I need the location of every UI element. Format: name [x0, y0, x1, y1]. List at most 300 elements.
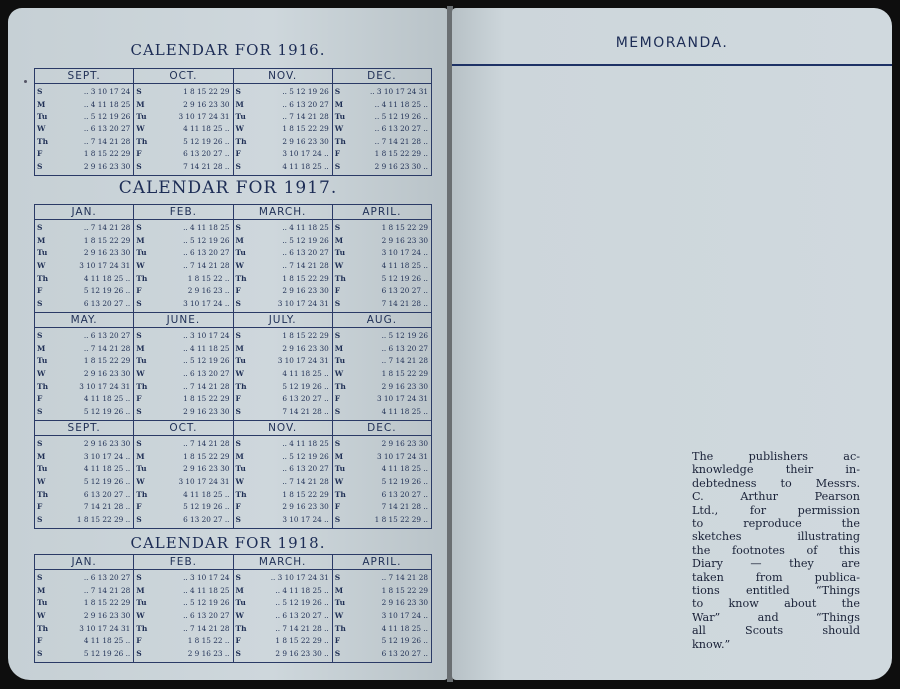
weekday-label: Tu	[136, 112, 147, 122]
day-numbers: 7 14 21 28 ..	[282, 406, 329, 416]
day-numbers: 7 14 21 28 ..	[183, 161, 230, 171]
week-row	[136, 395, 230, 403]
weekday-label: W	[334, 476, 344, 486]
calendar-month	[333, 555, 431, 662]
day-numbers: 3 10 17 24 31	[178, 476, 230, 486]
day-numbers: 1 8 15 22 29	[381, 368, 428, 378]
day-numbers: .. 5 12 19 26	[282, 451, 329, 461]
weekday-label: S	[37, 161, 43, 171]
weekday-label: W	[37, 260, 46, 270]
weekday-label: S	[136, 573, 142, 583]
note-line: all Scouts should	[692, 624, 860, 638]
week-row	[236, 625, 330, 633]
week-row	[236, 383, 330, 391]
day-numbers: .. 3 10 17 24 31	[270, 573, 329, 583]
day-numbers: .. 4 11 18 25	[282, 439, 329, 449]
day-numbers: .. 6 13 20 27	[83, 331, 131, 341]
month-name: MARCH.	[234, 205, 332, 220]
weekday-label: S	[334, 87, 341, 97]
day-numbers: .. 5 12 19 26	[183, 235, 230, 245]
day-numbers: 5 12 19 26 ..	[381, 476, 428, 486]
week-row	[335, 237, 429, 245]
day-numbers: 1 8 15 22 29	[183, 394, 230, 404]
note-line: sketches illustrating	[692, 530, 860, 544]
day-numbers: 4 11 18 25 ..	[183, 489, 230, 499]
month-name: SEPT.	[35, 69, 133, 84]
weekday-label: W	[235, 610, 244, 620]
weekday-label: S	[235, 223, 241, 233]
weekday-label: Th	[235, 136, 247, 146]
weekday-label: F	[37, 286, 43, 296]
week-row	[335, 587, 429, 595]
weekday-label: S	[235, 161, 241, 171]
day-numbers: 6 13 20 27 ..	[83, 489, 131, 499]
month-name: MARCH.	[234, 555, 332, 570]
week-row	[335, 287, 429, 295]
week-row	[335, 113, 429, 121]
week-row	[136, 383, 230, 391]
day-numbers: 2 9 16 23 30 ..	[275, 648, 329, 658]
week-row	[37, 637, 131, 645]
day-numbers: 3 10 17 24 ..	[183, 298, 230, 308]
weekday-label: M	[334, 451, 344, 461]
weekday-label: Th	[37, 489, 49, 499]
month-name: NOV.	[234, 421, 332, 436]
weekday-label: W	[37, 368, 46, 378]
day-numbers: 5 12 19 26 ..	[282, 381, 329, 391]
weekday-label: F	[334, 149, 341, 159]
day-numbers: 2 9 16 23 30	[381, 235, 428, 245]
week-row	[335, 88, 429, 96]
week-row	[37, 125, 131, 133]
week-row	[236, 465, 330, 473]
week-row	[136, 125, 230, 133]
day-numbers: 1 8 15 22 29	[83, 235, 131, 245]
note-line: tions entitled “Things	[692, 584, 860, 598]
week-row	[136, 599, 230, 607]
week-row	[335, 101, 429, 109]
month-name: APRIL.	[333, 555, 431, 570]
day-numbers: 2 9 16 23 30	[83, 439, 131, 449]
week-row	[136, 478, 230, 486]
day-numbers: 2 9 16 23 30	[83, 161, 131, 171]
week-row	[236, 237, 330, 245]
week-row	[335, 357, 429, 365]
week-row	[236, 300, 330, 308]
week-row	[236, 345, 330, 353]
day-numbers: 2 9 16 23 30	[183, 99, 230, 109]
weekday-label: F	[37, 394, 43, 404]
week-row	[136, 503, 230, 511]
weekday-label: Th	[235, 489, 247, 499]
weekday-label: S	[136, 298, 142, 308]
note-line: to reproduce the	[692, 517, 860, 531]
week-row	[136, 113, 230, 121]
week-row	[335, 516, 429, 524]
day-numbers: 6 13 20 27 ..	[183, 149, 230, 159]
weekday-label: M	[136, 235, 145, 245]
month-name: JAN.	[35, 205, 133, 220]
day-numbers: .. 5 12 19 26	[282, 235, 329, 245]
week-row	[335, 300, 429, 308]
weekday-label: Tu	[136, 248, 147, 258]
day-numbers: 5 12 19 26 ..	[381, 636, 428, 646]
week-row	[37, 262, 131, 270]
week-row	[136, 88, 230, 96]
week-row	[236, 332, 330, 340]
week-row	[236, 637, 330, 645]
weekday-label: Tu	[334, 356, 346, 366]
month-name: JULY.	[234, 313, 332, 328]
week-row	[335, 440, 429, 448]
day-numbers: .. 7 14 21 28	[183, 260, 230, 270]
weekday-label: S	[136, 406, 142, 416]
calendar-month	[35, 555, 134, 662]
weekday-label: S	[136, 439, 142, 449]
week-row	[136, 612, 230, 620]
day-numbers: .. 7 14 21 28	[381, 573, 428, 583]
day-numbers: 3 10 17 24 ..	[381, 248, 428, 258]
day-numbers: 5 12 19 26 ..	[83, 476, 131, 486]
weekday-label: S	[136, 331, 142, 341]
month-name: DEC.	[333, 421, 431, 436]
weekday-label: W	[136, 610, 145, 620]
weekday-label: W	[334, 368, 344, 378]
day-numbers: 1 8 15 22 29 ..	[374, 149, 428, 159]
right-page	[452, 8, 892, 680]
note-line: War” and “Things	[692, 610, 860, 624]
day-numbers: .. 5 12 19 26 ..	[275, 598, 329, 608]
weekday-label: Th	[334, 381, 346, 391]
week-row	[37, 453, 131, 461]
weekday-label: S	[334, 161, 341, 171]
day-numbers: .. 3 10 17 24	[183, 331, 230, 341]
day-numbers: .. 4 11 18 25	[183, 585, 230, 595]
week-row	[236, 587, 330, 595]
week-row	[37, 625, 131, 633]
week-row	[136, 150, 230, 158]
calendar-month	[35, 205, 134, 312]
day-numbers: 3 10 17 24 31	[277, 356, 329, 366]
weekday-label: S	[136, 648, 142, 658]
day-numbers: 3 10 17 24 31	[376, 394, 428, 404]
month-days	[134, 84, 232, 175]
weekday-label: S	[334, 223, 341, 233]
day-numbers: 1 8 15 22 29	[282, 273, 329, 283]
weekday-label: F	[334, 502, 341, 512]
weekday-label: F	[136, 286, 142, 296]
weekday-label: S	[37, 648, 43, 658]
day-numbers: 1 8 15 22 29	[83, 598, 131, 608]
weekday-label: Tu	[334, 464, 346, 474]
day-numbers: .. 3 10 17 24	[83, 87, 131, 97]
month-days	[35, 328, 133, 420]
day-numbers: 2 9 16 23 30	[282, 286, 329, 296]
ink-dot	[24, 80, 27, 83]
weekday-label: M	[235, 451, 244, 461]
month-days	[35, 436, 133, 528]
weekday-label: F	[37, 636, 43, 646]
day-numbers: .. 6 13 20 27	[282, 248, 329, 258]
day-numbers: 4 11 18 25 ..	[381, 260, 428, 270]
day-numbers: .. 7 14 21 28	[183, 623, 230, 633]
weekday-label: M	[334, 99, 344, 109]
week-row	[37, 138, 131, 146]
week-row	[335, 637, 429, 645]
day-numbers: .. 6 13 20 27	[83, 124, 131, 134]
day-numbers: 2 9 16 23 30	[282, 343, 329, 353]
weekday-label: Th	[235, 623, 247, 633]
day-numbers: .. 6 13 20 27 ..	[275, 610, 329, 620]
day-numbers: 4 11 18 25 ..	[282, 368, 329, 378]
day-numbers: .. 7 14 21 28 ..	[275, 623, 329, 633]
day-numbers: 2 9 16 23 ..	[187, 286, 230, 296]
week-row	[335, 138, 429, 146]
day-numbers: 1 8 15 22 ..	[187, 636, 230, 646]
weekday-label: Th	[334, 489, 346, 499]
day-numbers: .. 5 12 19 26	[183, 598, 230, 608]
month-name: JAN.	[35, 555, 133, 570]
day-numbers: 4 11 18 25 ..	[183, 124, 230, 134]
week-row	[136, 332, 230, 340]
weekday-label: Tu	[235, 112, 246, 122]
week-row	[236, 125, 330, 133]
calendar-month	[35, 69, 134, 175]
note-line: the footnotes of this	[692, 543, 860, 557]
week-row	[335, 453, 429, 461]
week-row	[37, 599, 131, 607]
day-numbers: 2 9 16 23 30	[381, 381, 428, 391]
week-row	[37, 88, 131, 96]
day-numbers: 5 12 19 26 ..	[83, 406, 131, 416]
week-row	[136, 491, 230, 499]
calendar-1918-block	[34, 554, 432, 663]
week-row	[136, 516, 230, 524]
weekday-label: M	[37, 585, 46, 595]
week-row	[136, 345, 230, 353]
month-days	[234, 84, 332, 175]
weekday-label: M	[334, 585, 344, 595]
month-days	[333, 328, 431, 420]
day-numbers: 2 9 16 23 30	[83, 368, 131, 378]
weekday-label: M	[37, 99, 46, 109]
day-numbers: 1 8 15 22 29	[282, 489, 329, 499]
day-numbers: 3 10 17 24 ..	[282, 149, 329, 159]
day-numbers: 6 13 20 27 ..	[381, 648, 428, 658]
weekday-label: Tu	[334, 112, 346, 122]
weekday-label: W	[136, 368, 145, 378]
weekday-label: M	[37, 235, 46, 245]
day-numbers: .. 4 11 18 25 ..	[275, 585, 329, 595]
week-row	[236, 287, 330, 295]
weekday-label: Tu	[37, 356, 48, 366]
weekday-label: W	[334, 124, 344, 134]
day-numbers: .. 4 11 18 25	[282, 223, 329, 233]
weekday-label: S	[136, 223, 142, 233]
weekday-label: Tu	[136, 356, 147, 366]
weekday-label: M	[334, 235, 344, 245]
week-row	[37, 465, 131, 473]
day-numbers: 2 9 16 23 30	[83, 248, 131, 258]
calendar-1917-block-2	[34, 312, 432, 421]
weekday-label: Tu	[235, 356, 246, 366]
day-numbers: 2 9 16 23 30	[381, 439, 428, 449]
week-row	[136, 587, 230, 595]
note-line: C. Arthur Pearson	[692, 490, 860, 504]
weekday-label: S	[37, 87, 43, 97]
calendar-month	[134, 421, 233, 528]
week-row	[37, 357, 131, 365]
day-numbers: 6 13 20 27 ..	[83, 298, 131, 308]
month-days	[234, 570, 332, 662]
weekday-label: Th	[37, 623, 49, 633]
weekday-label: M	[235, 235, 244, 245]
week-row	[37, 491, 131, 499]
week-row	[335, 345, 429, 353]
day-numbers: .. 7 14 21 28	[83, 223, 131, 233]
week-row	[136, 465, 230, 473]
weekday-label: S	[235, 298, 241, 308]
month-name: FEB.	[134, 205, 232, 220]
weekday-label: S	[235, 406, 241, 416]
calendar-month	[234, 555, 333, 662]
month-days	[134, 328, 232, 420]
day-numbers: .. 7 14 21 28	[282, 260, 329, 270]
calendar-month	[333, 313, 431, 420]
weekday-label: S	[37, 514, 43, 524]
week-row	[335, 599, 429, 607]
day-numbers: .. 5 12 19 26	[83, 112, 131, 122]
day-numbers: 3 10 17 24 31	[79, 260, 131, 270]
weekday-label: F	[136, 394, 142, 404]
day-numbers: .. 7 14 21 28	[282, 112, 329, 122]
month-days	[134, 570, 232, 662]
day-numbers: 7 14 21 28 ..	[381, 502, 428, 512]
day-numbers: .. 7 14 21 28	[83, 136, 131, 146]
week-row	[37, 237, 131, 245]
week-row	[236, 113, 330, 121]
weekday-label: S	[235, 573, 241, 583]
weekday-label: S	[37, 331, 43, 341]
day-numbers: 2 9 16 23 30	[381, 598, 428, 608]
week-row	[335, 332, 429, 340]
week-row	[37, 478, 131, 486]
month-days	[35, 84, 133, 175]
weekday-label: S	[334, 298, 341, 308]
day-numbers: 1 8 15 22 29	[183, 451, 230, 461]
day-numbers: .. 5 12 19 26	[282, 87, 329, 97]
calendar-month	[35, 421, 134, 528]
week-row	[37, 503, 131, 511]
month-name: OCT.	[134, 421, 232, 436]
note-line: knowledge their in-	[692, 463, 860, 477]
week-row	[236, 503, 330, 511]
week-row	[136, 287, 230, 295]
week-row	[37, 408, 131, 416]
week-row	[335, 383, 429, 391]
note-line: to know about the	[692, 597, 860, 611]
week-row	[236, 491, 330, 499]
day-numbers: 4 11 18 25 ..	[83, 394, 131, 404]
day-numbers: 7 14 21 28 ..	[83, 502, 131, 512]
day-numbers: 2 9 16 23 30	[83, 610, 131, 620]
day-numbers: 4 11 18 25 ..	[381, 464, 428, 474]
weekday-label: F	[235, 636, 241, 646]
weekday-label: Th	[235, 273, 247, 283]
day-numbers: .. 7 14 21 28	[83, 343, 131, 353]
day-numbers: 3 10 17 24 31	[79, 623, 131, 633]
month-days	[333, 220, 431, 312]
day-numbers: .. 4 11 18 25 ..	[374, 99, 428, 109]
month-days	[35, 220, 133, 312]
weekday-label: M	[136, 451, 145, 461]
day-numbers: .. 7 14 21 28	[183, 381, 230, 391]
week-row	[136, 440, 230, 448]
day-numbers: 1 8 15 22 29	[83, 356, 131, 366]
weekday-label: Th	[334, 136, 346, 146]
week-row	[37, 345, 131, 353]
weekday-label: Th	[136, 623, 148, 633]
week-row	[236, 275, 330, 283]
month-name: SEPT.	[35, 421, 133, 436]
month-name: AUG.	[333, 313, 431, 328]
weekday-label: F	[37, 149, 43, 159]
weekday-label: S	[37, 573, 43, 583]
week-row	[236, 453, 330, 461]
weekday-label: M	[37, 343, 46, 353]
day-numbers: 3 10 17 24 31	[79, 381, 131, 391]
week-row	[335, 249, 429, 257]
week-row	[335, 574, 429, 582]
week-row	[37, 287, 131, 295]
month-days	[333, 570, 431, 662]
day-numbers: .. 6 13 20 27	[183, 610, 230, 620]
day-numbers: 2 9 16 23 30	[183, 464, 230, 474]
day-numbers: 1 8 15 22 29 ..	[374, 514, 428, 524]
day-numbers: 4 11 18 25 ..	[83, 464, 131, 474]
memoranda-rule	[452, 64, 892, 66]
day-numbers: .. 6 13 20 27	[183, 248, 230, 258]
weekday-label: F	[136, 502, 142, 512]
day-numbers: .. 7 14 21 28 ..	[374, 136, 428, 146]
day-numbers: .. 6 13 20 27	[282, 99, 329, 109]
day-numbers: 1 8 15 22 29	[282, 331, 329, 341]
day-numbers: 2 9 16 23 30	[183, 406, 230, 416]
day-numbers: 1 8 15 22 29	[183, 87, 230, 97]
weekday-label: S	[334, 514, 341, 524]
week-row	[236, 395, 330, 403]
week-row	[236, 357, 330, 365]
week-row	[37, 612, 131, 620]
day-numbers: 3 10 17 24 31	[178, 112, 230, 122]
month-days	[234, 436, 332, 528]
month-name: DEC.	[333, 69, 431, 84]
month-days	[134, 220, 232, 312]
week-row	[37, 383, 131, 391]
day-numbers: 4 11 18 25 ..	[381, 406, 428, 416]
note-line: The publishers ac-	[692, 450, 860, 463]
day-numbers: 4 11 18 25 ..	[83, 273, 131, 283]
month-days	[333, 84, 431, 175]
calendar-title-1918: CALENDAR FOR 1918.	[130, 534, 326, 552]
day-numbers: 6 13 20 27 ..	[183, 514, 230, 524]
weekday-label: M	[235, 585, 244, 595]
weekday-label: M	[136, 99, 145, 109]
calendar-month	[134, 69, 233, 175]
weekday-label: Tu	[235, 598, 246, 608]
weekday-label: M	[334, 343, 344, 353]
calendar-month	[134, 205, 233, 312]
